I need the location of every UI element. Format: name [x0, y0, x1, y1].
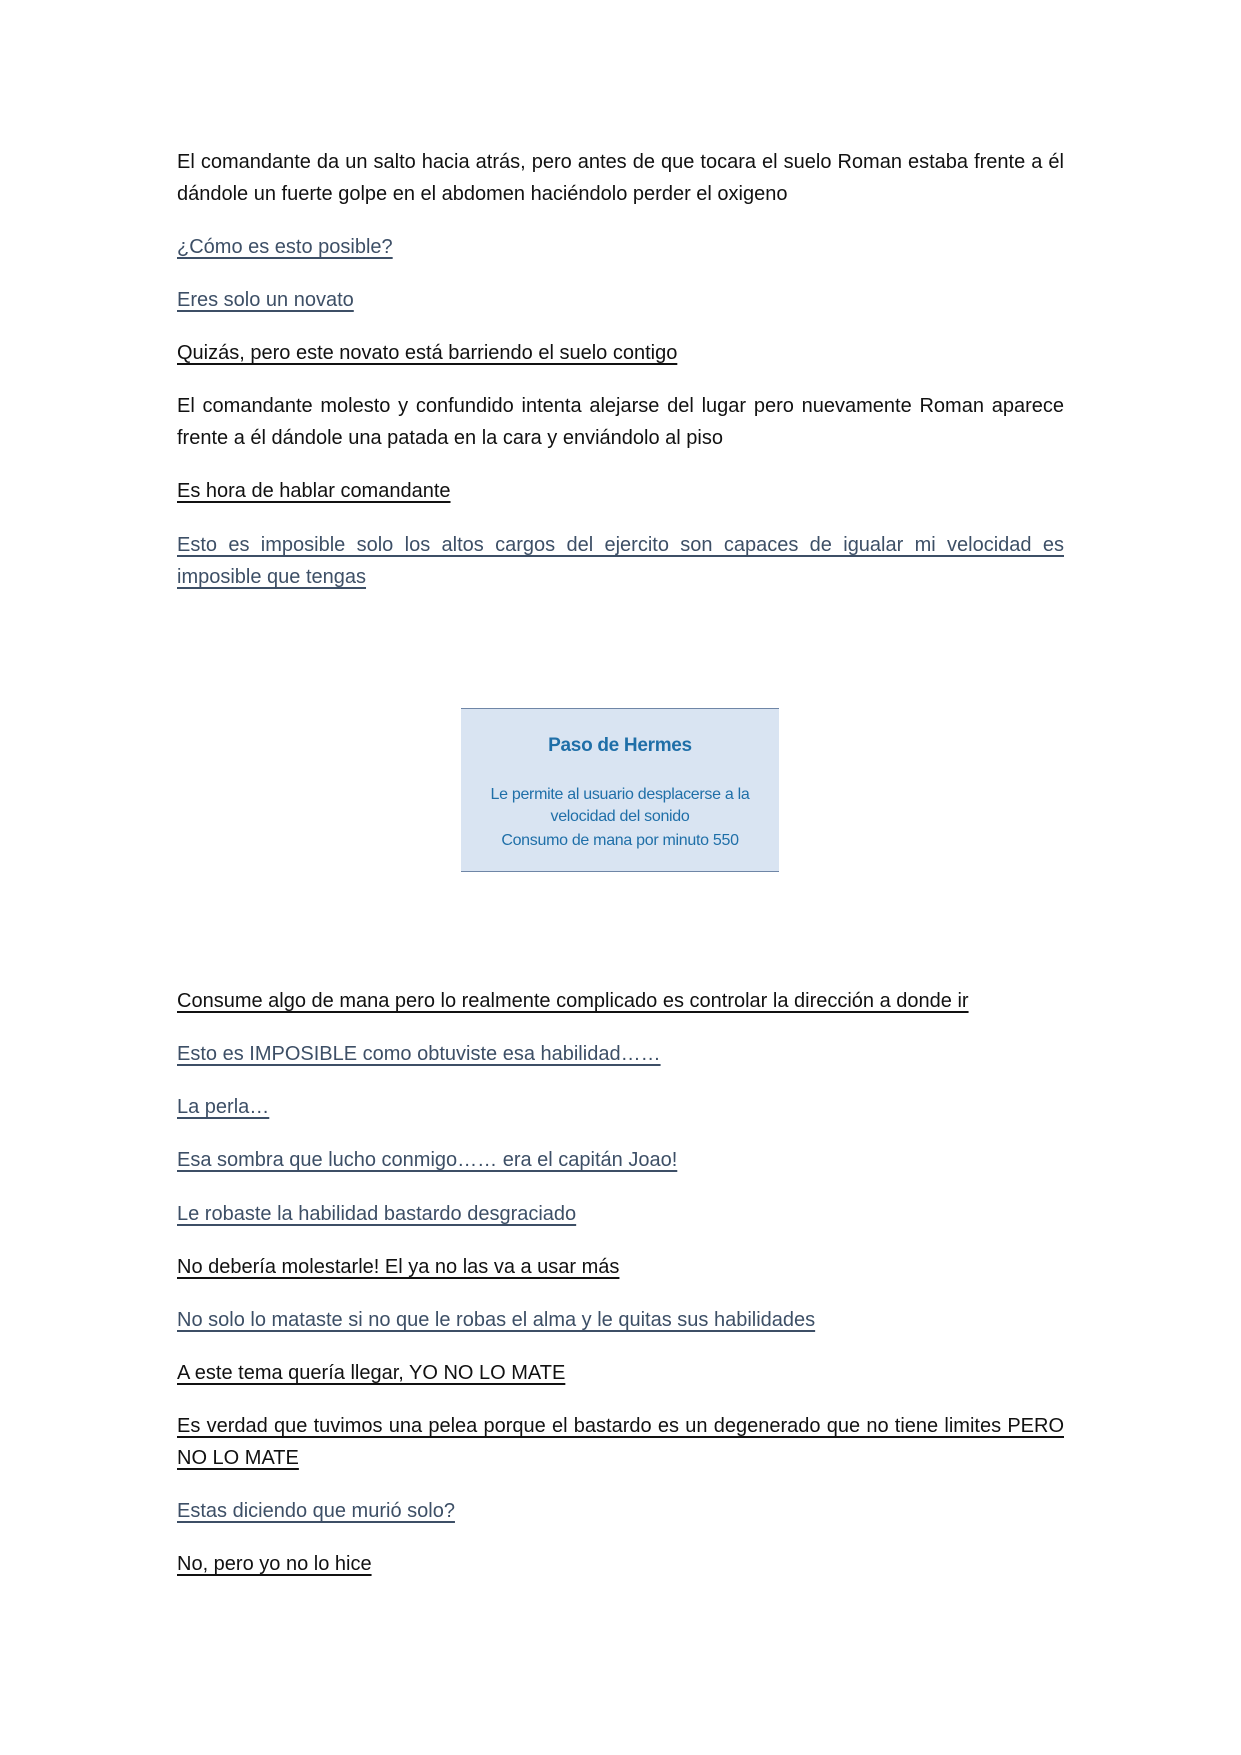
paragraph-5: El comandante molesto y confundido intenta alejarse del lugar pero nuevamente Roman aparece frente a él dándole una patada en la cara y enviándolo al piso	[177, 395, 1064, 449]
paragraph-16: Es verdad que tuvimos una pelea porque el bastardo es un degenerado que no tiene limites PERO NO LO MATE	[177, 1415, 1064, 1469]
paragraph-14: No solo lo mataste si no que le robas el alma y le quitas sus habilidades	[177, 1309, 816, 1331]
paragraph-9: Esto es IMPOSIBLE como obtuviste esa habilidad……	[177, 1043, 661, 1065]
skill-info-box	[461, 708, 779, 872]
skill-title: Paso de Hermes	[548, 735, 692, 756]
paragraph-10: La perla…	[177, 1096, 270, 1118]
paragraph-17: Estas diciendo que murió solo?	[177, 1500, 455, 1522]
paragraph-1: El comandante da un salto hacia atrás, pero antes de que tocara el suelo Roman estaba frente a él dándole un fuerte golpe en el abdomen haciéndolo perder el oxigeno	[177, 151, 1064, 205]
paragraph-8: Consume algo de mana pero lo realmente complicado es controlar la dirección a donde ir	[177, 990, 969, 1012]
paragraph-11: Esa sombra que lucho conmigo…… era el capitán Joao!	[177, 1149, 678, 1171]
skill-description: Le permite al usuario desplacerse a la velocidad del sonido	[490, 786, 750, 825]
paragraph-15: A este tema quería llegar, YO NO LO MATE	[177, 1362, 566, 1384]
paragraph-12: Le robaste la habilidad bastardo desgraciado	[177, 1203, 577, 1225]
paragraph-13: No debería molestarle! El ya no las va a usar más	[177, 1256, 620, 1278]
paragraph-7: Esto es imposible solo los altos cargos del ejercito son capaces de igualar mi velocidad es imposible que tengas	[177, 534, 1064, 588]
paragraph-6: Es hora de hablar comandante	[177, 480, 451, 502]
paragraph-18: No, pero yo no lo hice	[177, 1553, 372, 1575]
skill-cost: Consumo de mana por minuto 550	[501, 832, 739, 849]
paragraph-3: Eres solo un novato	[177, 289, 354, 311]
paragraph-2: ¿Cómo es esto posible?	[177, 236, 393, 258]
paragraph-4: Quizás, pero este novato está barriendo el suelo contigo	[177, 342, 678, 364]
